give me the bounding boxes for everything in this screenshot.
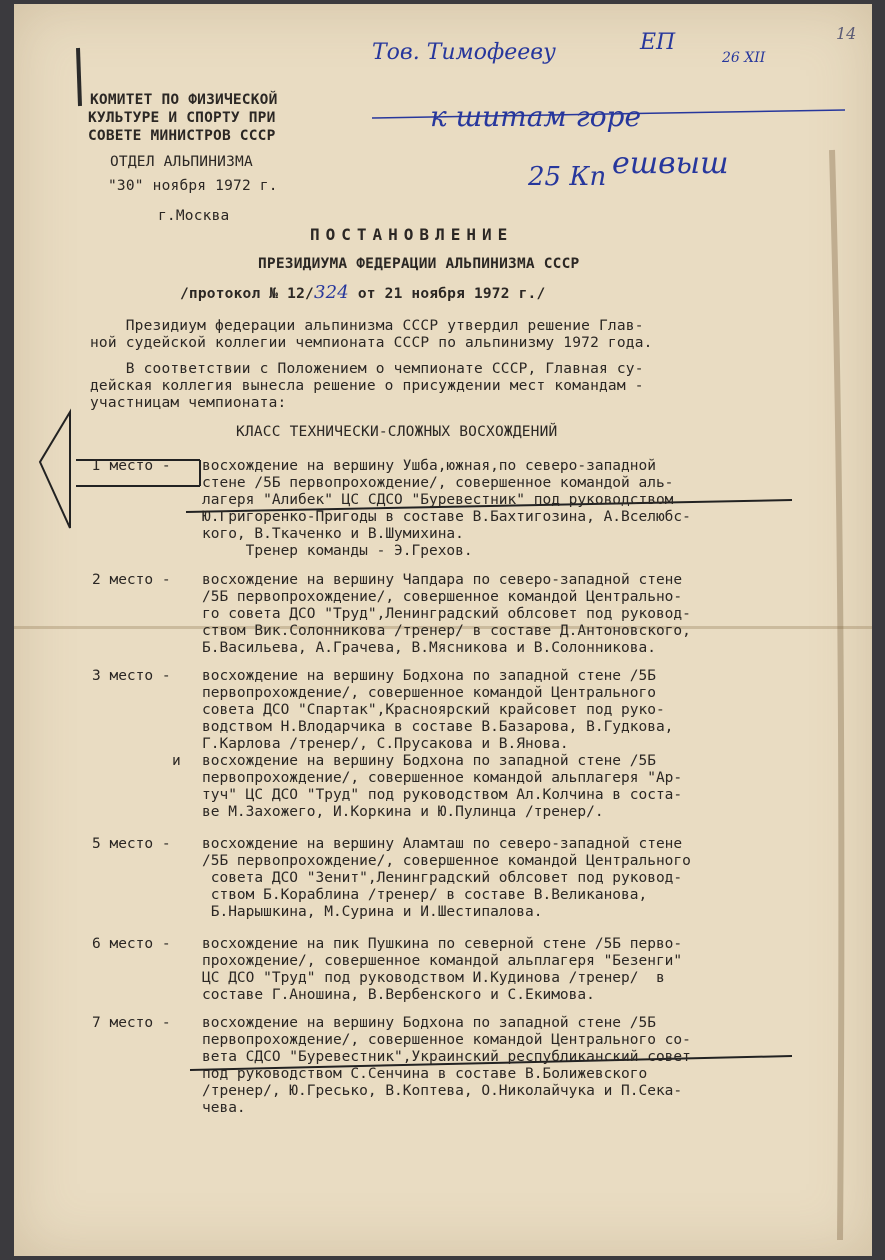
entry-line: /5Б первопрохождение/, совершенное командой Центрально- <box>202 589 683 605</box>
entry-line: восхождение на вершину Бодхона по западной стене /5Б <box>202 668 656 684</box>
handwritten-corner-number: 14 <box>836 24 857 43</box>
entry-line: лагеря "Алибек" ЦС СДСО "Буревестник" под руководством <box>202 492 674 508</box>
place-label-2: 2 место - <box>92 572 171 588</box>
entry-line: восхождение на вершину Ушба,южная,по северо-западной <box>202 458 656 474</box>
entry-line: первопрохождение/, совершенное командой Центрального со- <box>202 1032 691 1048</box>
entry-line: восхождение на пик Пушкина по северной стене /5Б перво- <box>202 936 683 952</box>
entry-line: водством Н.Влодарчика в составе В.Базарова, В.Гудкова, <box>202 719 674 735</box>
place-entry-3 <box>202 668 802 821</box>
handwritten-addressee: Тов. Тимофееву <box>372 40 556 65</box>
intro-line-1: Президиум федерации альпинизма СССР утвердил решение Глав- <box>90 318 644 334</box>
handwritten-note-line-3b: ешвыш <box>612 146 729 181</box>
entry-line: Г.Карлова /тренер/, С.Прусакова и В.Янова. <box>202 736 569 752</box>
section-title: КЛАСС ТЕХНИЧЕСКИ-СЛОЖНЫХ ВОСХОЖДЕНИЙ <box>236 424 558 440</box>
doc-subtitle: ПРЕЗИДИУМА ФЕДЕРАЦИИ АЛЬПИНИЗМА СССР <box>258 256 580 272</box>
handwritten-date: 26 XII <box>722 50 766 66</box>
entry-line: чева. <box>202 1100 246 1116</box>
place-entry-6 <box>202 936 802 1004</box>
entry-line: /5Б первопрохождение/, совершенное командой Центрального <box>202 853 691 869</box>
place-conjunction: и <box>172 753 181 769</box>
place-entry-7 <box>202 1015 802 1117</box>
place-label-3: 3 место - <box>92 668 171 684</box>
entry-line: восхождение на вершину Бодхона по западной стене /5Б <box>202 753 656 769</box>
org-line-1: КОМИТЕТ ПО ФИЗИЧЕСКОЙ <box>90 92 278 108</box>
entry-line: Б.Нарышкина, М.Сурина и И.Шестипалова. <box>202 904 543 920</box>
entry-line: ЦС ДСО "Труд" под руководством И.Кудинова /тренер/ в <box>202 970 665 986</box>
doc-city: г.Москва <box>158 208 230 224</box>
place-entry-2 <box>202 572 802 657</box>
place-label-1: I место - <box>92 458 171 474</box>
dept-name: ОТДЕЛ АЛЬПИНИЗМА <box>110 154 253 170</box>
place-entry-5 <box>202 836 802 921</box>
entry-line: восхождение на вершину Бодхона по западной стене /5Б <box>202 1015 656 1031</box>
entry-line: совета ДСО "Зенит",Ленинградский облсовет под руковод- <box>202 870 683 886</box>
entry-line: восхождение на вершину Чапдара по северо-западной стене <box>202 572 683 588</box>
entry-line: первопрохождение/, совершенное командой Центрального <box>202 685 656 701</box>
entry-line: составе Г.Аношина, В.Вербенского и С.Екимова. <box>202 987 595 1003</box>
protocol-prefix: /протокол № 12/ <box>180 286 314 302</box>
entry-line: го совета ДСО "Труд",Ленинградский облсовет под руковод- <box>202 606 691 622</box>
place-label-6: 6 место - <box>92 936 171 952</box>
entry-line: Тренер команды - Э.Грехов. <box>202 543 473 559</box>
entry-line: ством Б.Кораблина /тренер/ в составе В.Великанова, <box>202 887 648 903</box>
entry-line: под руководством С.Сенчина в составе В.Болижевского <box>202 1066 648 1082</box>
doc-title: ПОСТАНОВЛЕНИЕ <box>310 225 514 244</box>
handwritten-note-line-2: к шитам горе <box>430 100 642 133</box>
entry-line: туч" ЦС ДСО "Труд" под руководством Ал.Колчина в соста- <box>202 787 683 803</box>
entry-line: Б.Васильева, А.Грачева, В.Мясникова и В.Солонникова. <box>202 640 656 656</box>
place-entry-1 <box>202 458 802 560</box>
entry-line: восхождение на вершину Аламташ по северо-западной стене <box>202 836 683 852</box>
entry-line: ством Вик.Солонникова /тренер/ в составе Д.Антоновского, <box>202 623 691 639</box>
entry-line: /тренер/, Ю.Гресько, В.Коптева, О.Николайчука и П.Сека- <box>202 1083 683 1099</box>
doc-date: "30" ноября 1972 г. <box>108 178 278 194</box>
intro-line-3: В соответствии с Положением о чемпионате СССР, Главная су- <box>90 361 644 377</box>
intro-line-4: дейская коллегия вынесла решение о присуждении мест командам - <box>90 378 644 394</box>
place-label-5: 5 место - <box>92 836 171 852</box>
org-line-3: СОВЕТЕ МИНИСТРОВ СССР <box>88 128 276 144</box>
entry-line: Ю.Григоренко-Пригоды в составе В.Бахтигозина, А.Вселюбс- <box>202 509 691 525</box>
handwritten-note-line-3: 25 Кп <box>528 162 607 192</box>
entry-line: кого, В.Ткаченко и В.Шумихина. <box>202 526 464 542</box>
intro-line-2: ной судейской коллегии чемпионата СССР по альпинизму 1972 года. <box>90 335 653 351</box>
entry-line: ве М.Захожего, И.Коркина и Ю.Пулинца /тренер/. <box>202 804 604 820</box>
entry-line: стене /5Б первопрохождение/, совершенное командой аль- <box>202 475 674 491</box>
entry-line: прохождение/, совершенное командой альплагеря "Безенги" <box>202 953 683 969</box>
org-line-2: КУЛЬТУРЕ И СПОРТУ ПРИ <box>88 110 276 126</box>
entry-line: вета СДСО "Буревестник",Украинский республиканский совет <box>202 1049 691 1065</box>
place-label-7: 7 место - <box>92 1015 171 1031</box>
entry-line: первопрохождение/, совершенное командой альплагеря "Ар- <box>202 770 683 786</box>
protocol-line <box>180 284 545 303</box>
handwritten-initials: ЕП <box>640 30 676 55</box>
protocol-number-handwritten: 324 <box>313 282 349 303</box>
intro-line-5: участницам чемпионата: <box>90 395 287 411</box>
protocol-suffix: от 21 ноября 1972 г./ <box>348 286 546 302</box>
entry-line: совета ДСО "Спартак",Красноярский крайсовет под руко- <box>202 702 665 718</box>
